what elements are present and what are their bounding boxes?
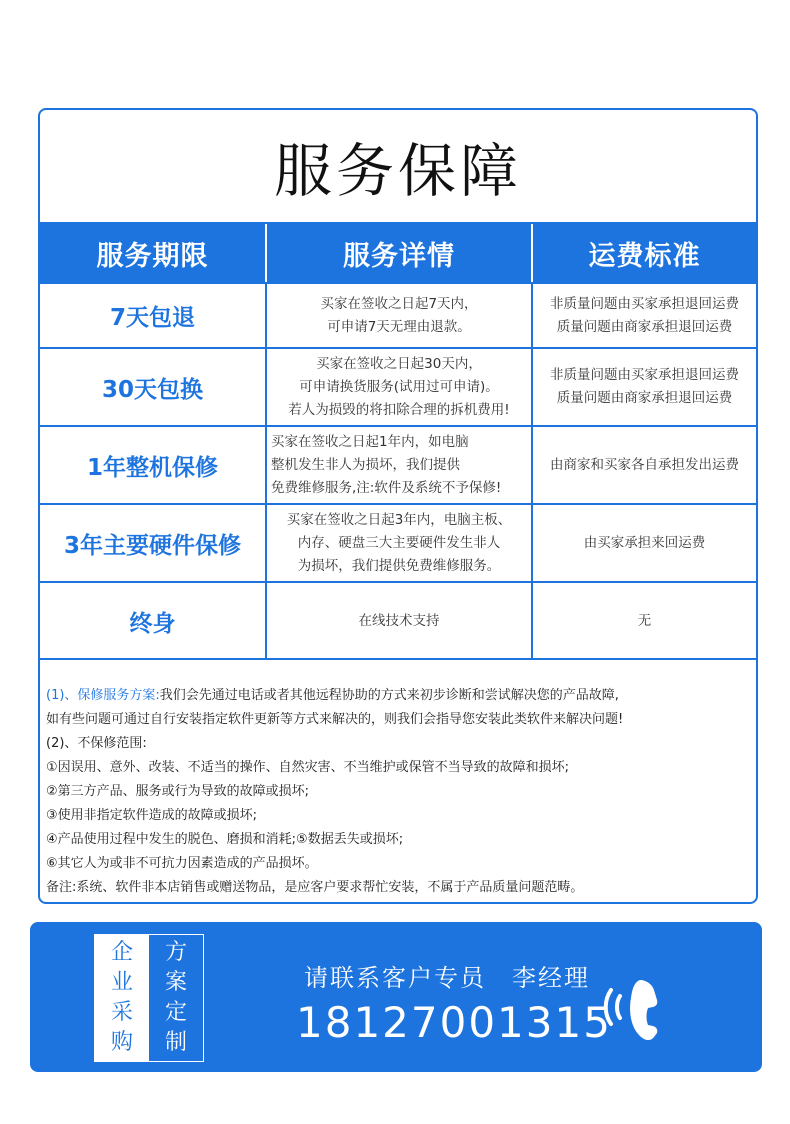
detail-text: 在线技术支持 [267,583,533,660]
exclusion-item: ⑥其它人为或非不可抗力因素造成的产品损坏。 [46,856,318,871]
badge-char: 采 [110,1000,133,1025]
detail-text: 买家在签收之日起7天内， 可申请7天无理由退款。 [267,284,533,347]
table-row [40,503,756,581]
shipping-text: 非质量问题由买家承担退回运费 质量问题由商家承担退回运费 [550,367,739,406]
exclusion-item: ④产品使用过程中发生的脱色、磨损和消耗;⑤数据丢失或损坏; [46,832,404,847]
term-label: 7天包退 [40,284,267,347]
badge-char: 定 [164,1000,187,1025]
repair-plan-line [46,684,756,708]
table-row [40,347,756,425]
term-label: 30天包换 [40,349,267,425]
exclusion-item: ①因误用、意外、改装、不适当的操作、自然灾害、不当维护或保管不当导致的故障和损坏; [46,760,570,775]
phone-number[interactable]: 18127001315 [296,998,612,1047]
table-row [40,581,756,660]
header-shipping: 运费标准 [588,240,701,272]
badge-left [95,935,149,1061]
exclusion-label: (2)、不保修范围: [46,736,147,751]
table-header-row [40,222,756,282]
term-label: 终身 [40,583,267,660]
table-row [40,282,756,347]
term-label: 3年主要硬件保修 [40,505,267,581]
badge-char: 方 [164,940,187,965]
detail-text: 买家在签收之日起1年内，如电脑 整机发生非人为损坏，我们提供 免费维修服务,注:软件及系统不予保修! [267,427,533,503]
table-row [40,425,756,503]
badge-char: 业 [110,970,133,995]
page-title: 服务保障 [273,137,522,205]
enterprise-badge [94,934,204,1062]
header-detail: 服务详情 [267,224,533,282]
remark-text: 备注:系统、软件非本店销售或赠送物品，是应客户要求帮忙安装，不属于产品质量问题范畴。 [46,880,584,895]
service-guarantee-card [38,108,758,904]
detail-text: 买家在签收之日起3年内，电脑主板、 内存、硬盘三大主要硬件发生非人 为损坏，我们提供免费维修服务。 [267,505,533,581]
contact-banner [30,922,762,1072]
badge-char: 企 [110,940,133,965]
detail-text: 买家在签收之日起30天内， 可申请换货服务(试用过可申请)。 若人为损毁的将扣除合理的拆机费用! [267,349,533,425]
repair-plan-text-2: 如有些问题可通过自行安装指定软件更新等方式来解决的，则我们会指导您安装此类软件来解决问题! [46,712,624,727]
contact-label: 请联系客户专员 李经理 [304,964,590,992]
exclusion-item: ②第三方产品、服务或行为导致的故障或损坏; [46,784,310,799]
repair-plan-text: 我们会先通过电话或者其他远程协助的方式来初步诊断和尝试解决您的产品故障, [159,688,619,703]
phone-icon [602,970,666,1042]
badge-char: 案 [164,970,187,995]
repair-plan-label: (1)、保修服务方案: [46,688,160,703]
term-label: 1年整机保修 [40,427,267,503]
shipping-text: 由商家和买家各自承担发出运费 [550,456,739,473]
shipping-text: 由买家承担来回运费 [583,534,706,551]
shipping-text: 非质量问题由买家承担退回运费 质量问题由商家承担退回运费 [550,295,739,335]
badge-char: 制 [164,1030,187,1055]
warranty-notes [40,658,756,902]
header-term: 服务期限 [40,224,267,282]
badge-char: 购 [110,1030,133,1055]
service-table [40,222,756,660]
shipping-text: 无 [637,613,652,629]
badge-right [149,935,203,1061]
exclusion-item: ③使用非指定软件造成的故障或损坏; [46,808,258,823]
